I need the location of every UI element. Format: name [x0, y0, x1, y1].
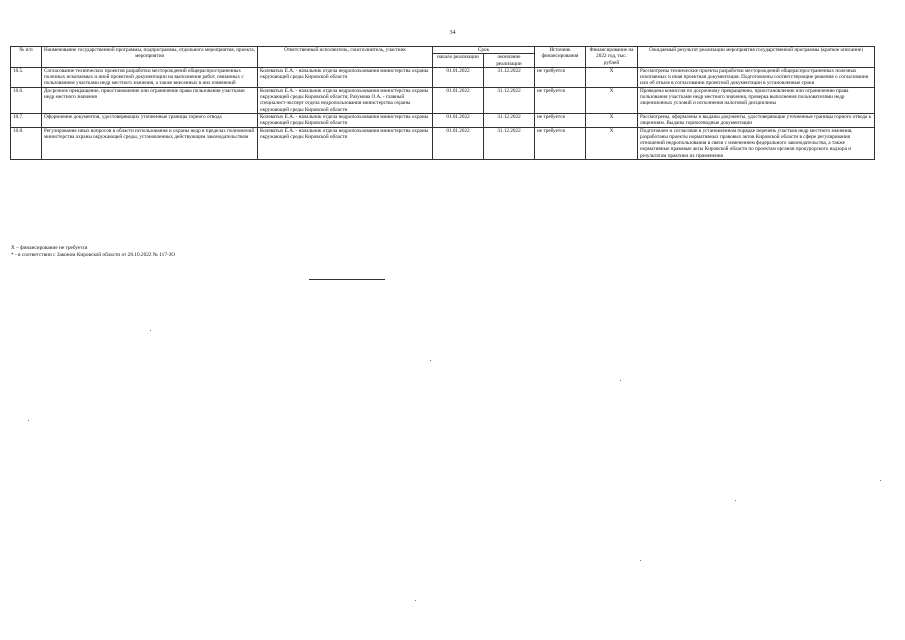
row-name: Регулирование иных вопросов в области использования и охраны недр в пределах полномочий министерства охраны окружающей среды, установленных действующим законодательством	[42, 127, 258, 159]
row-start: 01.01.2022	[433, 113, 484, 127]
row-responsible: Колеватых Е.А. - начальник отдела недропользования министерства охраны окружающей среды Кировской области	[258, 67, 433, 87]
header-funding: Финансирование на 2022 год, тыс. рублей	[586, 47, 638, 68]
row-funding: Х	[586, 127, 638, 159]
row-responsible: Колеватых Е.А. - начальник отдела недропользования министерства охраны окружающей среды Кировской области; Разумова О.А. - главный специалист-эксперт отдела недропользования министерства охраны окружающей среды Кировской области	[258, 87, 433, 113]
row-result: Проведена комиссия по досрочному прекращению, приостановлению или ограничению права пользования участками недр местного значения, проверка выполнения пользователями недр лицензионных условий и исполнения налоговой дисциплины	[638, 87, 875, 113]
scan-speck	[415, 600, 416, 601]
scan-speck	[880, 480, 881, 481]
row-funding: Х	[586, 87, 638, 113]
row-source: не требуется	[535, 113, 586, 127]
row-result: Рассмотрены технические проекты разработки месторождений общераспространенных полезных ископаемых и иная проектная документация. Подготовлены соответствующие решения о согласовании или об отказе в согласовании проектной документации в установленные сроки	[638, 67, 875, 87]
row-source: не требуется	[535, 67, 586, 87]
table-row	[11, 67, 875, 87]
row-result: Подготовлен и согласован в установленном порядке перечень участков недр местного значения, разработаны проекты нормативных правовых актов Кировской области в сфере регулирования отношений недропользования в связи с изменением федерального законодательства, а также нормативные правовые акты Кировской области по проектам органов прокурорского надзора и результатам практики их применения	[638, 127, 875, 159]
row-end: 31.12.2022	[484, 67, 535, 87]
table-row	[11, 127, 875, 159]
row-end: 31.12.2022	[484, 127, 535, 159]
row-name: Досрочное прекращение, приостановление или ограничение права пользования участками недр местного значения	[42, 87, 258, 113]
row-start: 01.01.2022	[433, 67, 484, 87]
table-row	[11, 113, 875, 127]
scan-speck	[735, 500, 736, 501]
row-name: Оформление документов, удостоверяющих уточненные границы горного отвода	[42, 113, 258, 127]
page-number: 34	[449, 30, 456, 36]
row-source: не требуется	[535, 87, 586, 113]
row-responsible: Колеватых Е.А. - начальник отдела недропользования министерства охраны окружающей среды Кировской области	[258, 113, 433, 127]
scan-speck	[430, 360, 431, 361]
header-start: начало реализации	[433, 54, 484, 68]
program-table	[10, 46, 875, 160]
header-responsible: Ответственный исполнитель, соисполнитель, участник	[258, 47, 433, 68]
row-num: 10.6.	[11, 87, 42, 113]
row-funding: Х	[586, 113, 638, 127]
header-result: Ожидаемый результат реализации мероприятия государственной программы (краткое описание)	[638, 47, 875, 68]
scan-speck	[640, 560, 641, 561]
scan-speck	[150, 330, 151, 331]
row-end: 31.12.2022	[484, 113, 535, 127]
row-result: Рассмотрены, оформлены и выданы документы, удостоверяющие уточненные границы горного отвода к лицензиям. Выданы горноотводные документации	[638, 113, 875, 127]
footnote-star: * - в соответствии с Законом Кировской области от 28.10.2022 № 117-ЗО	[11, 252, 176, 258]
row-source: не требуется	[535, 127, 586, 159]
row-num: 10.8.	[11, 127, 42, 159]
row-funding: Х	[586, 67, 638, 87]
header-row	[11, 47, 875, 54]
row-end: 31.12.2022	[484, 87, 535, 113]
header-term: Срок	[433, 47, 535, 54]
header-end: окончание реализации	[484, 54, 535, 68]
row-start: 01.01.2022	[433, 127, 484, 159]
table-row	[11, 87, 875, 113]
row-start: 01.01.2022	[433, 87, 484, 113]
scan-speck	[28, 420, 29, 421]
end-rule	[309, 279, 385, 280]
header-source: Источник финансирования	[535, 47, 586, 68]
scan-speck	[620, 380, 621, 381]
footnotes	[11, 245, 175, 259]
row-num: 10.5.	[11, 67, 42, 87]
footnote-x: Х – финансирование не требуется	[11, 245, 88, 251]
header-name: Наименование государственной программы, подпрограммы, отдельного мероприятия, проекта, мероприятия	[42, 47, 258, 68]
row-responsible: Колеватых Е.А. - начальник отдела недропользования министерства охраны окружающей среды Кировской области	[258, 127, 433, 159]
header-num: № п/п	[11, 47, 42, 68]
row-num: 10.7.	[11, 113, 42, 127]
row-name: Согласование технических проектов разработки месторождений общераспространенных полезных ископаемых и иной проектной документации на выполнение работ, связанных с пользованием участками недр местного значения, а также внесенных в них изменений	[42, 67, 258, 87]
